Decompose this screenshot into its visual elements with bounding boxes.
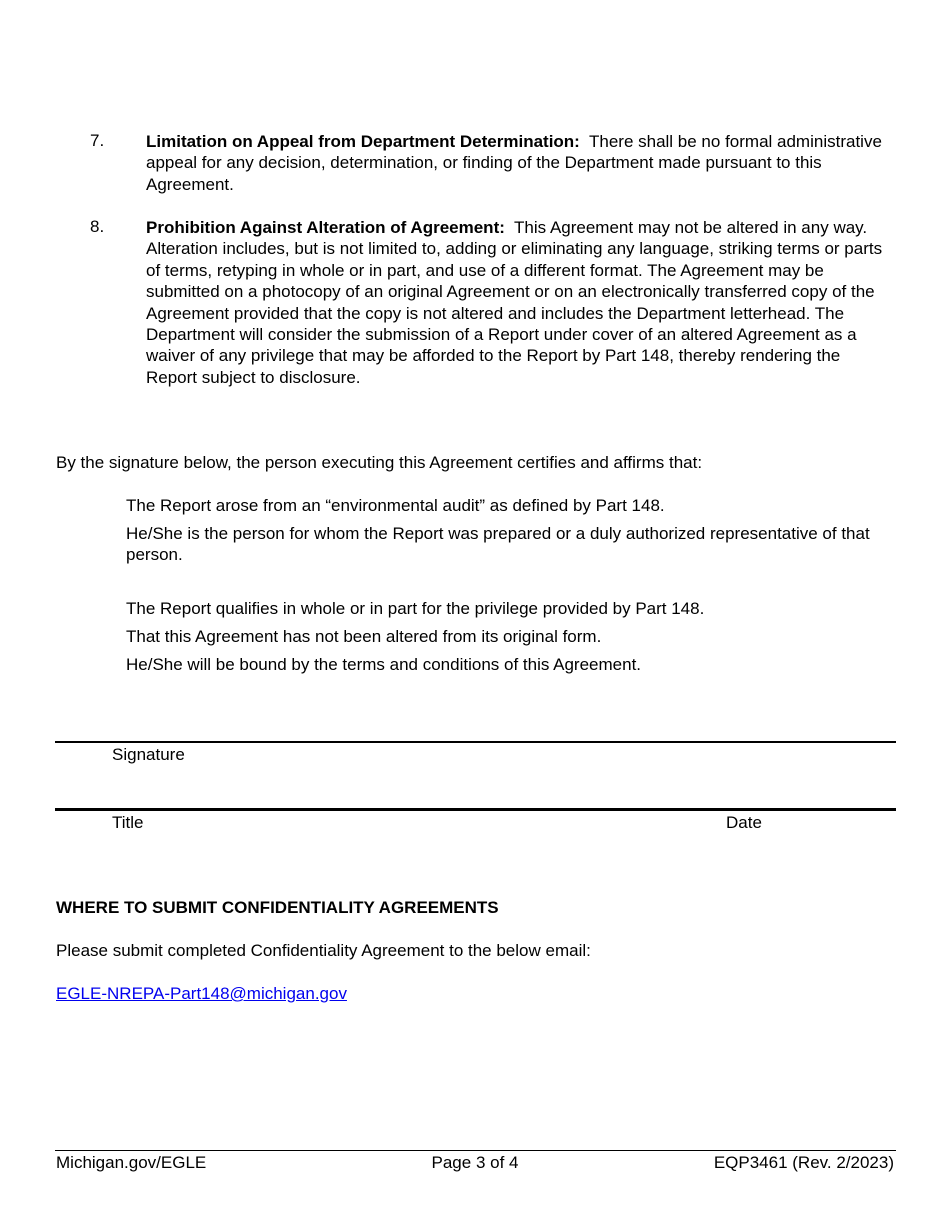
signature-line: [55, 741, 896, 743]
certification-item-1: The Report arose from an “environmental audit” as defined by Part 148.: [126, 496, 665, 515]
section-7-body: There shall be no formal administrative appeal for any decision, determination, or finding of the Department made pursuant to this Agreement.: [146, 132, 882, 194]
certification-intro: By the signature below, the person executing this Agreement certifies and affirms that:: [56, 453, 703, 472]
submit-heading: WHERE TO SUBMIT CONFIDENTIALITY AGREEMENTS: [56, 898, 499, 917]
footer-form-number: EQP3461 (Rev. 2/2023): [713, 1153, 894, 1172]
certification-item-3: The Report qualifies in whole or in part for the privilege provided by Part 148.: [126, 599, 705, 618]
section-7-heading: Limitation on Appeal from Department Determination:: [146, 132, 580, 151]
certification-item-2: He/She is the person for whom the Report was prepared or a duly authorized representative of that person.: [126, 524, 870, 565]
section-7-number: 7.: [90, 131, 105, 150]
certification-item-5: He/She will be bound by the terms and conditions of this Agreement.: [126, 655, 642, 674]
date-label: Date: [726, 813, 762, 832]
section-7-paragraph: [146, 131, 886, 195]
submit-email-link[interactable]: EGLE-NREPA-Part148@michigan.gov: [56, 984, 347, 1003]
section-8-paragraph: [146, 217, 886, 388]
section-8-heading: Prohibition Against Alteration of Agreement:: [146, 218, 505, 237]
signature-label: Signature: [112, 745, 185, 764]
section-8-body: This Agreement may not be altered in any way. Alteration includes, but is not limited to, adding or eliminating any language, striking terms or parts of terms, retyping in whole or in part, and use of a different format. The Agreement may be submitted on a photocopy of an original Agreement or on an electronically transferred copy of the Agreement provided that the copy is not altered and includes the Department letterhead. The Department will consider the submission of a Report under cover of an altered Agreement as a waiver of any privilege that may be afforded to the Report by Part 148, thereby rendering the Report subject to disclosure.: [146, 218, 883, 387]
footer-divider: [55, 1150, 896, 1151]
section-8-number: 8.: [90, 217, 105, 236]
title-label: Title: [112, 813, 144, 832]
footer-page-number: Page 3 of 4: [431, 1153, 519, 1172]
certification-item-4: That this Agreement has not been altered from its original form.: [126, 627, 602, 646]
submit-instruction: Please submit completed Confidentiality Agreement to the below email:: [56, 941, 591, 960]
title-date-line: [55, 808, 896, 811]
footer-website: Michigan.gov/EGLE: [56, 1153, 207, 1172]
